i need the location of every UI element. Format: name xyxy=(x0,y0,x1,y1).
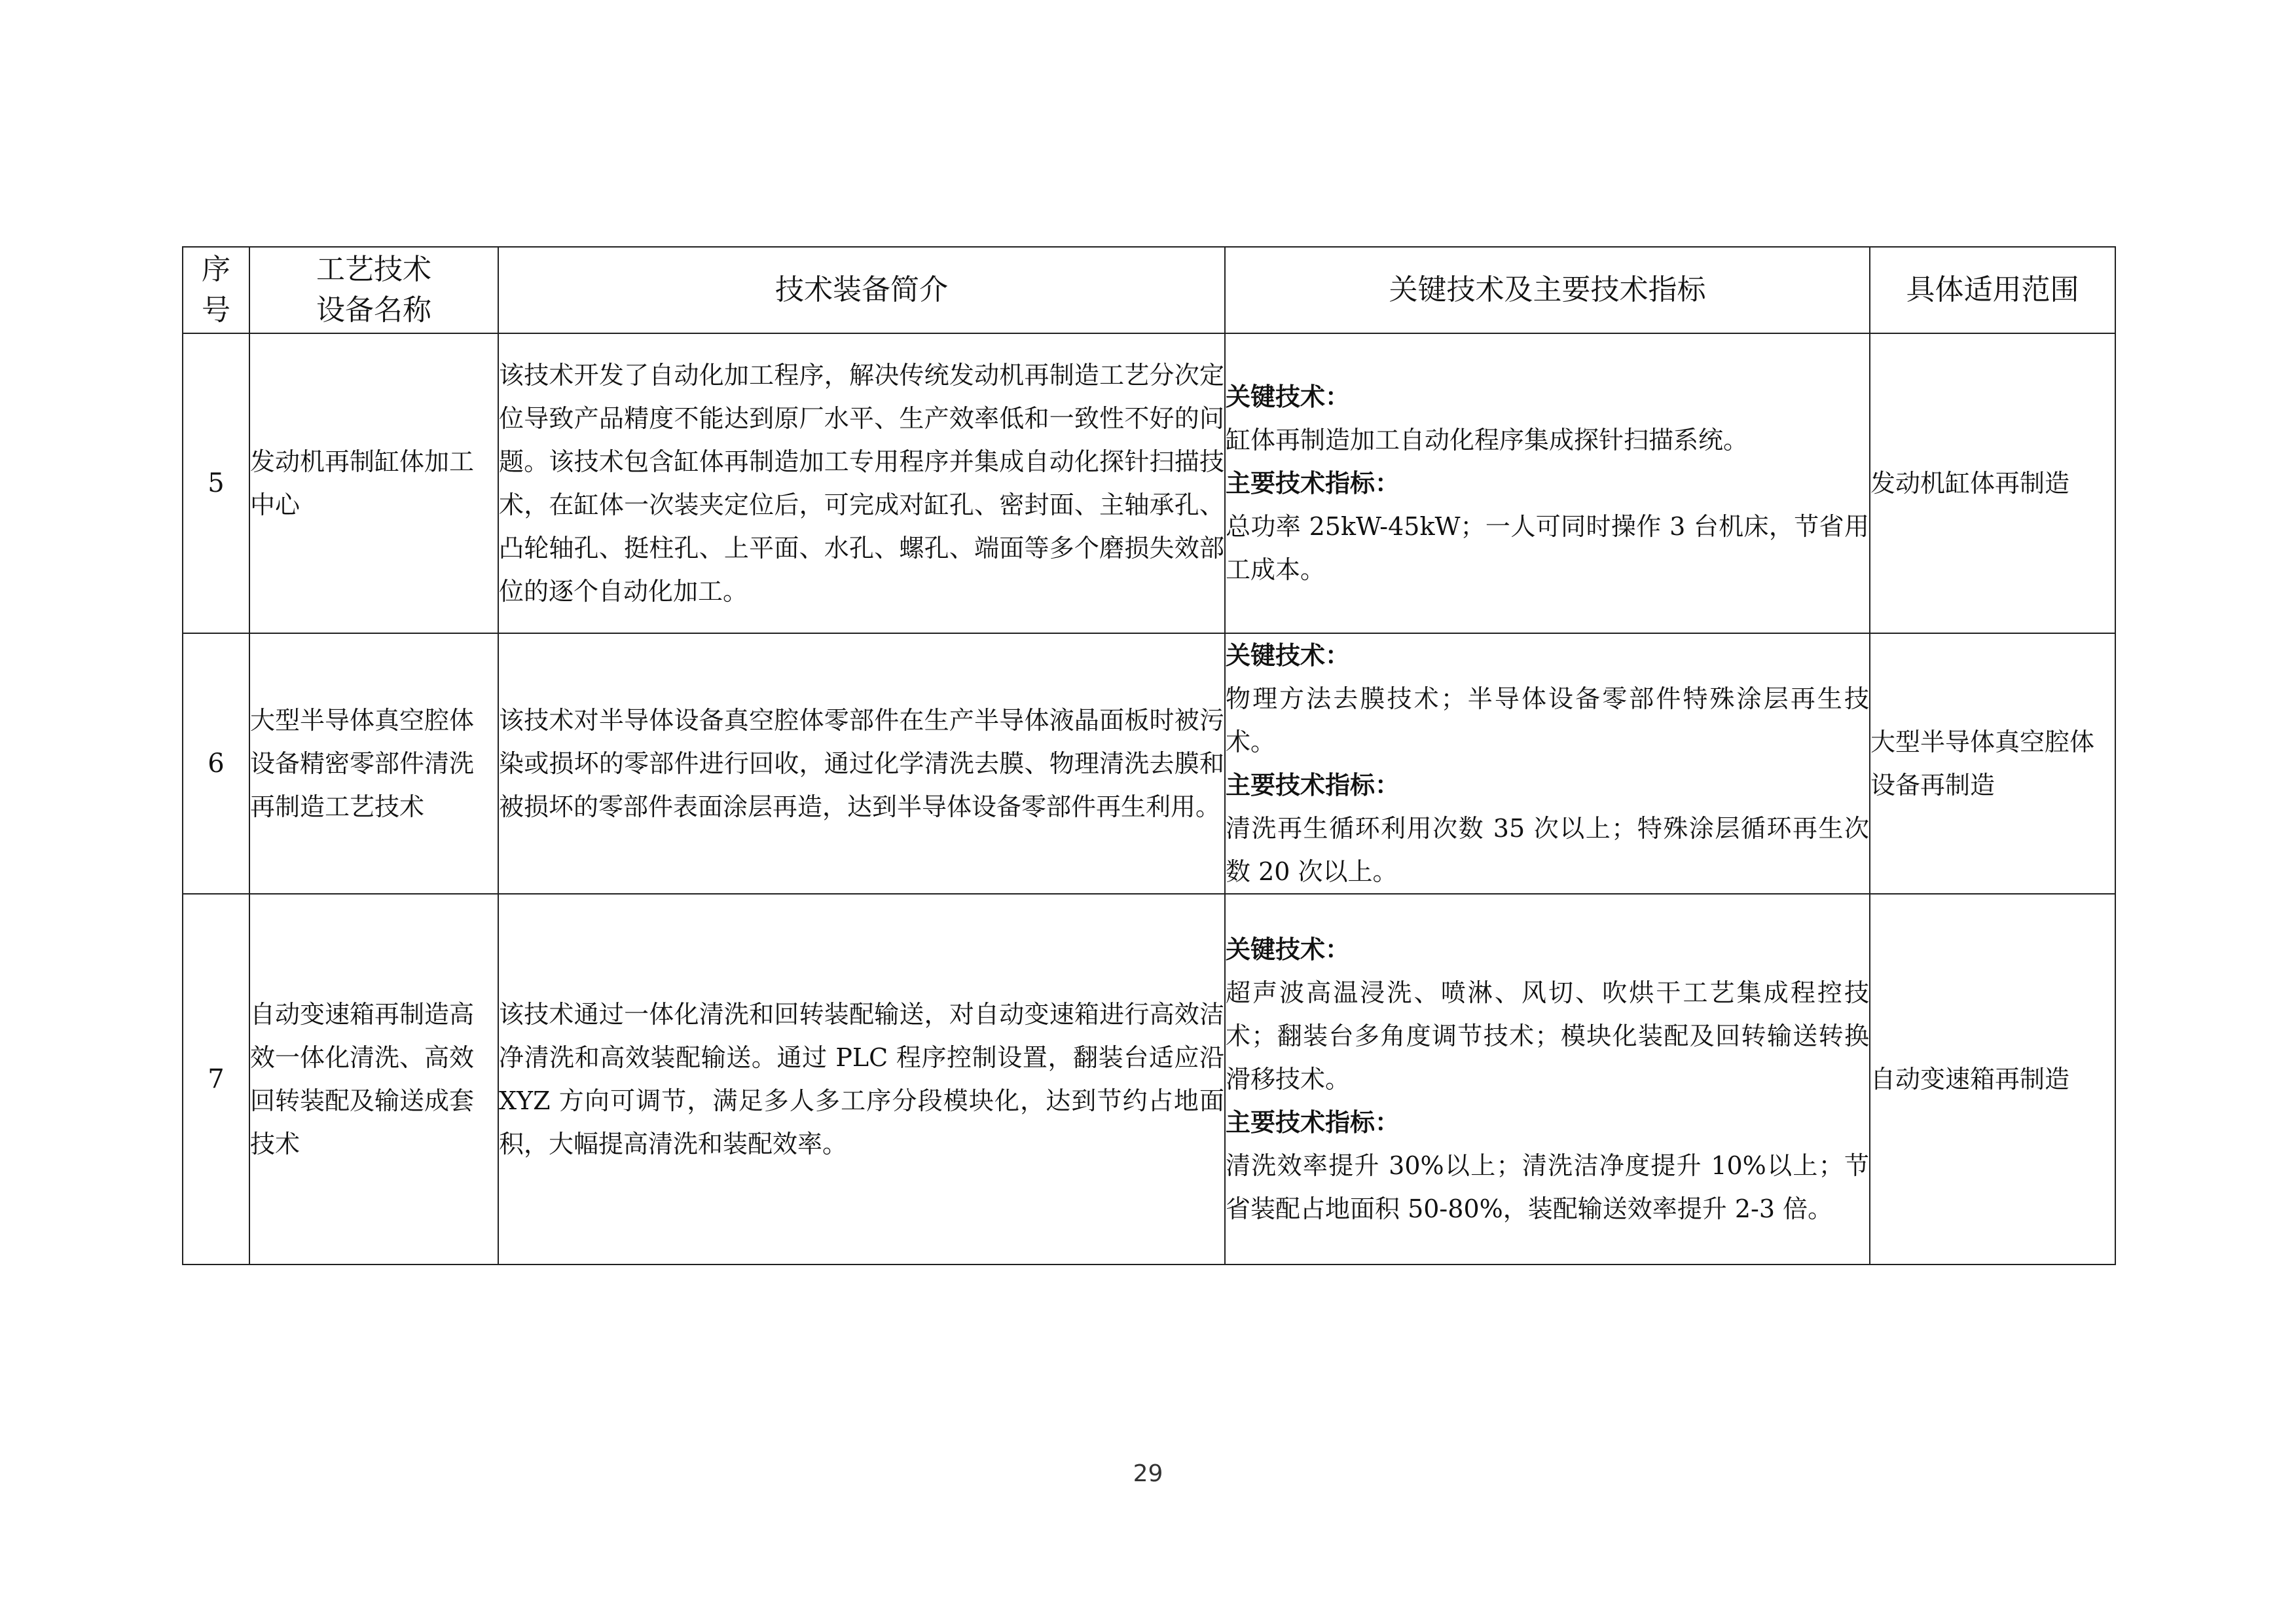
main-index-label: 主要技术指标： xyxy=(1226,1108,1400,1137)
header-seq: 序 号 xyxy=(183,247,249,333)
page-number: 29 xyxy=(1133,1460,1163,1487)
technology-table xyxy=(182,246,2116,1265)
header-name: 工艺技术 设备名称 xyxy=(249,247,498,333)
table-row xyxy=(183,894,2115,1264)
key-tech-label: 关键技术： xyxy=(1226,935,1351,964)
row-intro: 该技术对半导体设备真空腔体零部件在生产半导体液晶面板时被污染或损坏的零部件进行回收，通过化学清洗去膜、物理清洗去膜和被损坏的零部件表面涂层再造，达到半导体设备零部件再生利用。 xyxy=(498,633,1225,894)
main-index-label: 主要技术指标： xyxy=(1226,469,1400,498)
main-index-text: 总功率 25kW-45kW；一人可同时操作 3 台机床，节省用工成本。 xyxy=(1226,512,1869,584)
key-tech-text: 物理方法去膜技术；半导体设备零部件特殊涂层再生技术。 xyxy=(1226,684,1869,756)
table-row xyxy=(183,633,2115,894)
row-scope: 发动机缸体再制造 xyxy=(1870,333,2115,633)
row-intro: 该技术开发了自动化加工程序，解决传统发动机再制造工艺分次定位导致产品精度不能达到原厂水平、生产效率低和一致性不好的问题。该技术包含缸体再制造加工专用程序并集成自动化探针扫描技术，在缸体一次装夹定位后，可完成对缸孔、密封面、主轴承孔、凸轮轴孔、挺柱孔、上平面、水孔、螺孔、端面等多个磨损失效部位的逐个自动化加工。 xyxy=(498,333,1225,633)
header-intro: 技术装备简介 xyxy=(498,247,1225,333)
row-seq: 6 xyxy=(183,633,249,894)
row-scope: 大型半导体真空腔体设备再制造 xyxy=(1870,633,2115,894)
row-name: 自动变速箱再制造高效一体化清洗、高效回转装配及输送成套技术 xyxy=(249,894,498,1264)
row-intro: 该技术通过一体化清洗和回转装配输送，对自动变速箱进行高效洁净清洗和高效装配输送。通过 PLC 程序控制设置，翻装台适应沿 XYZ 方向可调节，满足多人多工序分段模块化，达到节约占地面积，大幅提高清洗和装配效率。 xyxy=(498,894,1225,1264)
main-index-text: 清洗效率提升 30%以上；清洗洁净度提升 10%以上；节省装配占地面积 50-80%，装配输送效率提升 2-3 倍。 xyxy=(1226,1151,1869,1223)
main-index-text: 清洗再生循环利用次数 35 次以上；特殊涂层循环再生次数 20 次以上。 xyxy=(1226,814,1869,886)
row-seq: 5 xyxy=(183,333,249,633)
row-name: 大型半导体真空腔体设备精密零部件清洗再制造工艺技术 xyxy=(249,633,498,894)
key-tech-label: 关键技术： xyxy=(1226,382,1351,411)
header-scope: 具体适用范围 xyxy=(1870,247,2115,333)
table-row xyxy=(183,333,2115,633)
row-scope: 自动变速箱再制造 xyxy=(1870,894,2115,1264)
row-key-metrics xyxy=(1225,633,1870,894)
key-tech-text: 超声波高温浸洗、喷淋、风切、吹烘干工艺集成程控技术；翻装台多角度调节技术；模块化装配及回转输送转换滑移技术。 xyxy=(1226,978,1869,1094)
header-key: 关键技术及主要技术指标 xyxy=(1225,247,1870,333)
main-index-label: 主要技术指标： xyxy=(1226,771,1400,800)
row-key-metrics xyxy=(1225,333,1870,633)
table-header-row xyxy=(183,247,2115,333)
row-seq: 7 xyxy=(183,894,249,1264)
row-key-metrics xyxy=(1225,894,1870,1264)
key-tech-label: 关键技术： xyxy=(1226,641,1351,670)
key-tech-text: 缸体再制造加工自动化程序集成探针扫描系统。 xyxy=(1226,426,1749,454)
row-name: 发动机再制缸体加工中心 xyxy=(249,333,498,633)
